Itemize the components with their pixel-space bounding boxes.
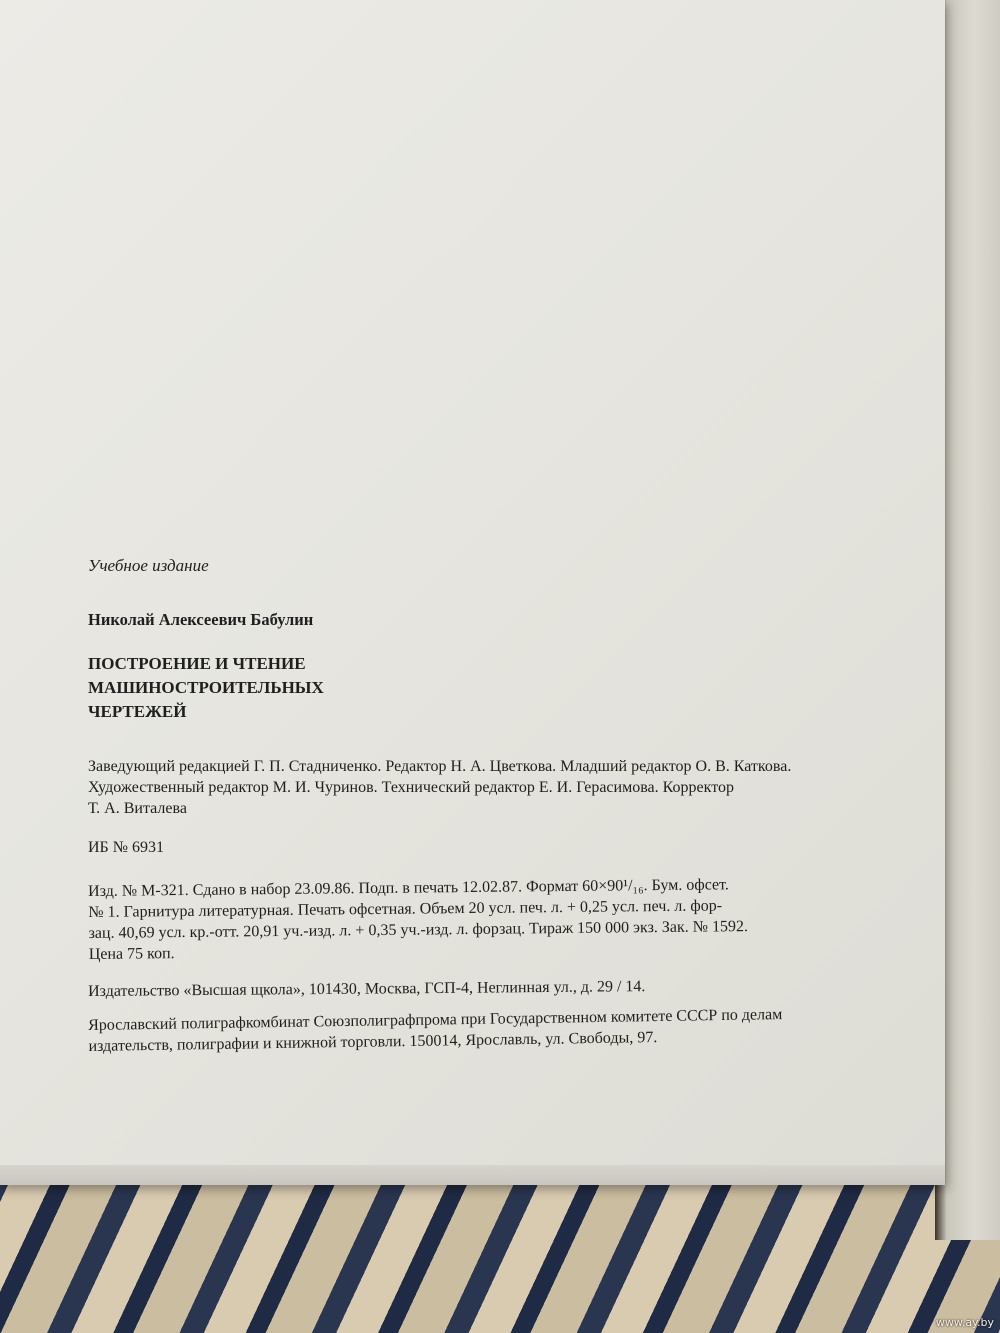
site-watermark: www.ay.by: [935, 1316, 994, 1329]
editorial-staff: [88, 756, 933, 819]
colophon: [88, 556, 933, 1057]
book-title: [88, 652, 368, 724]
printer-line: Ярославский полиграфкомбинат Союзполиграфпрома при Государственном комитете СССР по делам: [88, 1006, 783, 1034]
title-line: ПОСТРОЕНИЕ И ЧТЕНИЕ: [88, 654, 306, 673]
ib-number: ИБ № 6931: [88, 839, 165, 856]
author-name: Николай Алексеевич Бабулин: [88, 610, 314, 629]
spec-line: Изд. № М-321. Сдано в набор 23.09.86. Подп. в печать 12.02.87. Формат 60×90¹/₁₆. Бум. офсет.: [88, 876, 729, 900]
spec-line: Цена 75 коп.: [88, 945, 175, 963]
printer-info: [88, 1002, 934, 1057]
staff-line: Художественный редактор М. И. Чуринов. Технический редактор Е. И. Герасимова. Корректор: [88, 779, 734, 796]
print-specs: [88, 872, 934, 965]
staff-line: Заведующий редакцией Г. П. Стадниченко. Редактор Н. А. Цветкова. Младший редактор О. В. Каткова.: [88, 758, 792, 775]
title-line: ЧЕРТЕЖЕЙ: [88, 702, 187, 721]
edition-type: Учебное издание: [88, 556, 209, 575]
staff-line: Т. А. Виталева: [88, 800, 187, 817]
publisher-address: Издательство «Высшая щкола», 101430, Москва, ГСП-4, Неглинная ул., д. 29 / 14.: [88, 978, 646, 1000]
spec-line: № 1. Гарнитура литературная. Печать офсетная. Объем 20 усл. печ. л. + 0,25 усл. печ. л. фор-: [88, 897, 723, 921]
spec-line: зац. 40,69 усл. кр.-отт. 20,91 уч.-изд. л. + 0,35 уч.-изд. л. форзац. Тираж 150 000 экз. Зак. № 1592.: [88, 918, 749, 942]
printer-line: издательств, полиграфии и книжной торговли. 150014, Ярославль, ул. Свободы, 97.: [88, 1029, 658, 1055]
title-line: МАШИНОСТРОИТЕЛЬНЫХ: [88, 678, 324, 697]
page-stack-edge: [0, 1165, 945, 1185]
